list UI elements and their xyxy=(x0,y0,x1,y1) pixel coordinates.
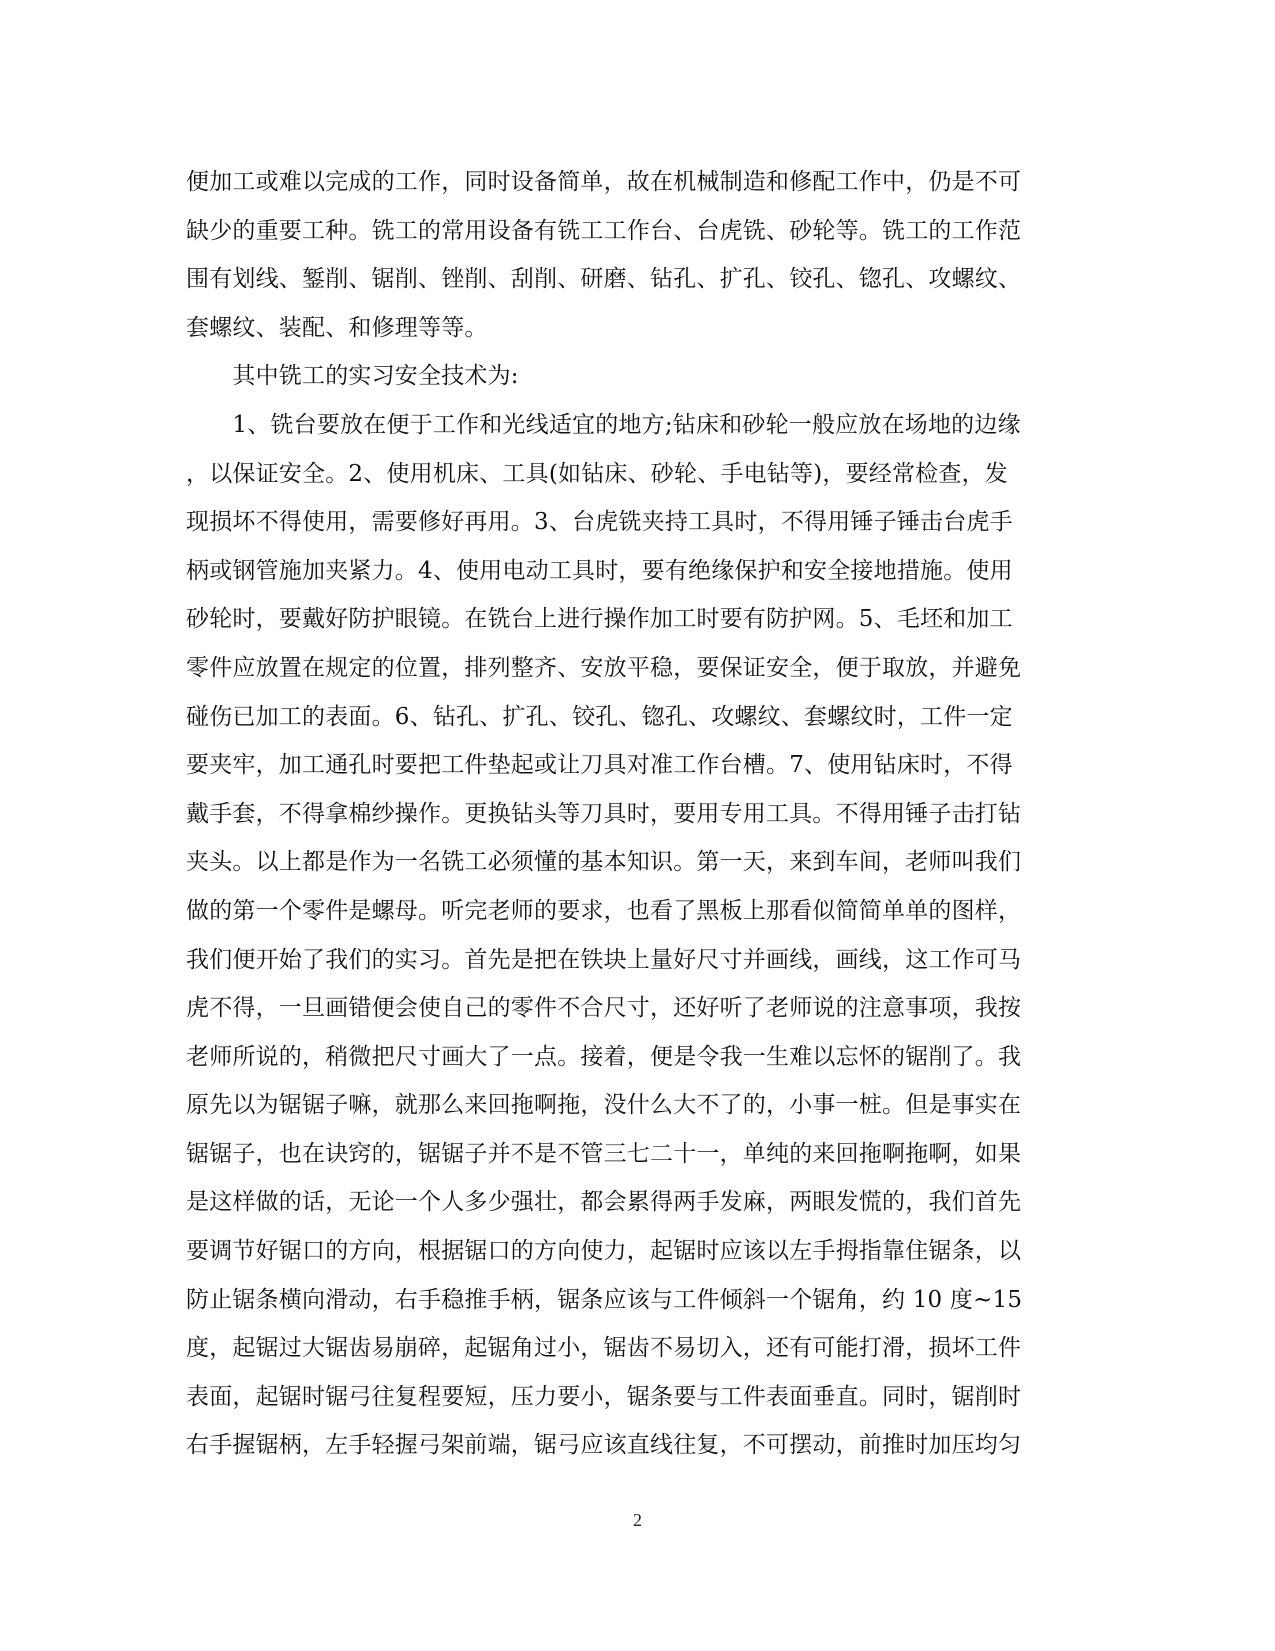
text-line-7: ，以保证安全。2、使用机床、工具(如钻床、砂轮、手电钻等)，要经常检查，发 xyxy=(186,460,1008,487)
text-line-22: 是这样做的话，无论一个人多少强壮，都会累得两手发麻，两眼发慌的，我们首先 xyxy=(186,1189,1022,1216)
text-line-9: 柄或钢管施加夹紧力。4、使用电动工具时，要有绝缘保护和安全接地措施。使用 xyxy=(186,557,1013,584)
text-line-1: 便加工或难以完成的工作，同时设备简单，故在机械制造和修配工作中，仍是不可 xyxy=(186,169,1022,195)
text-line-21: 锯锯子，也在诀窍的，锯锯子并不是不管三七二十一，单纯的来回拖啊拖啊，如果 xyxy=(186,1140,1022,1167)
text-line-24: 防止锯条横向滑动，右手稳推手柄，锯条应该与工件倾斜一个锯角，约 10 度~15 xyxy=(186,1286,1023,1313)
body-text xyxy=(186,158,1086,1470)
text-line-10: 砂轮时，要戴好防护眼镜。在铣台上进行操作加工时要有防护网。5、毛坯和加工 xyxy=(186,606,1013,633)
text-line-6: 1、铣台要放在便于工作和光线适宜的地方;钻床和砂轮一般应放在场地的边缘 xyxy=(186,411,1021,438)
text-line-19: 老师所说的，稍微把尺寸画大了一点。接着，便是令我一生难以忘怀的锯削了。我 xyxy=(186,1043,1022,1070)
text-line-15: 夹头。以上都是作为一名铣工必须懂的基本知识。第一天，来到车间，老师叫我们 xyxy=(186,849,1022,876)
text-line-20: 原先以为锯锯子嘛，就那么来回拖啊拖，没什么大不了的，小事一桩。但是事实在 xyxy=(186,1092,1022,1119)
section-intro-line: 其中铣工的实习安全技术为: xyxy=(186,363,519,390)
text-line-18: 虎不得，一旦画错便会使自己的零件不合尺寸，还好听了老师说的注意事项，我按 xyxy=(186,995,1022,1022)
text-line-25: 度，起锯过大锯齿易崩碎，起锯角过小，锯齿不易切入，还有可能打滑，损坏工件 xyxy=(186,1335,1022,1362)
text-line-12: 碰伤已加工的表面。6、钻孔、扩孔、铰孔、锪孔、攻螺纹、套螺纹时，工件一定 xyxy=(186,703,1013,730)
text-line-27: 右手握锯柄，左手轻握弓架前端，锯弓应该直线往复，不可摆动，前推时加压均匀 xyxy=(186,1432,1022,1459)
text-line-26: 表面，起锯时锯弓往复程要短，压力要小，锯条要与工件表面垂直。同时，锯削时 xyxy=(186,1383,1022,1410)
text-line-4: 套螺纹、装配、和修理等等。 xyxy=(186,314,488,341)
text-line-2: 缺少的重要工种。铣工的常用设备有铣工工作台、台虎铣、砂轮等。铣工的工作范 xyxy=(186,217,1022,244)
text-line-3: 围有划线、錾削、锯削、锉削、刮削、研磨、钻孔、扩孔、铰孔、锪孔、攻螺纹、 xyxy=(186,266,1022,293)
text-line-14: 戴手套，不得拿棉纱操作。更换钻头等刀具时，要用专用工具。不得用锤子击打钻 xyxy=(186,800,1022,827)
text-line-13: 要夹牢，加工通孔时要把工件垫起或让刀具对准工作台槽。7、使用钻床时，不得 xyxy=(186,752,1013,779)
text-line-17: 我们便开始了我们的实习。首先是把在铁块上量好尺寸并画线，画线，这工作可马 xyxy=(186,946,1022,973)
text-line-23: 要调节好锯口的方向，根据锯口的方向使力，起锯时应该以左手拇指靠住锯条，以 xyxy=(186,1238,1022,1265)
text-line-16: 做的第一个零件是螺母。听完老师的要求，也看了黑板上那看似简简单单的图样， xyxy=(186,897,1022,924)
text-line-11: 零件应放置在规定的位置，排列整齐、安放平稳，要保证安全，便于取放，并避免 xyxy=(186,654,1022,681)
text-line-8: 现损坏不得使用，需要修好再用。3、台虎铣夹持工具时，不得用锤子锤击台虎手 xyxy=(186,509,1013,536)
page-number: 2 xyxy=(633,1510,642,1530)
